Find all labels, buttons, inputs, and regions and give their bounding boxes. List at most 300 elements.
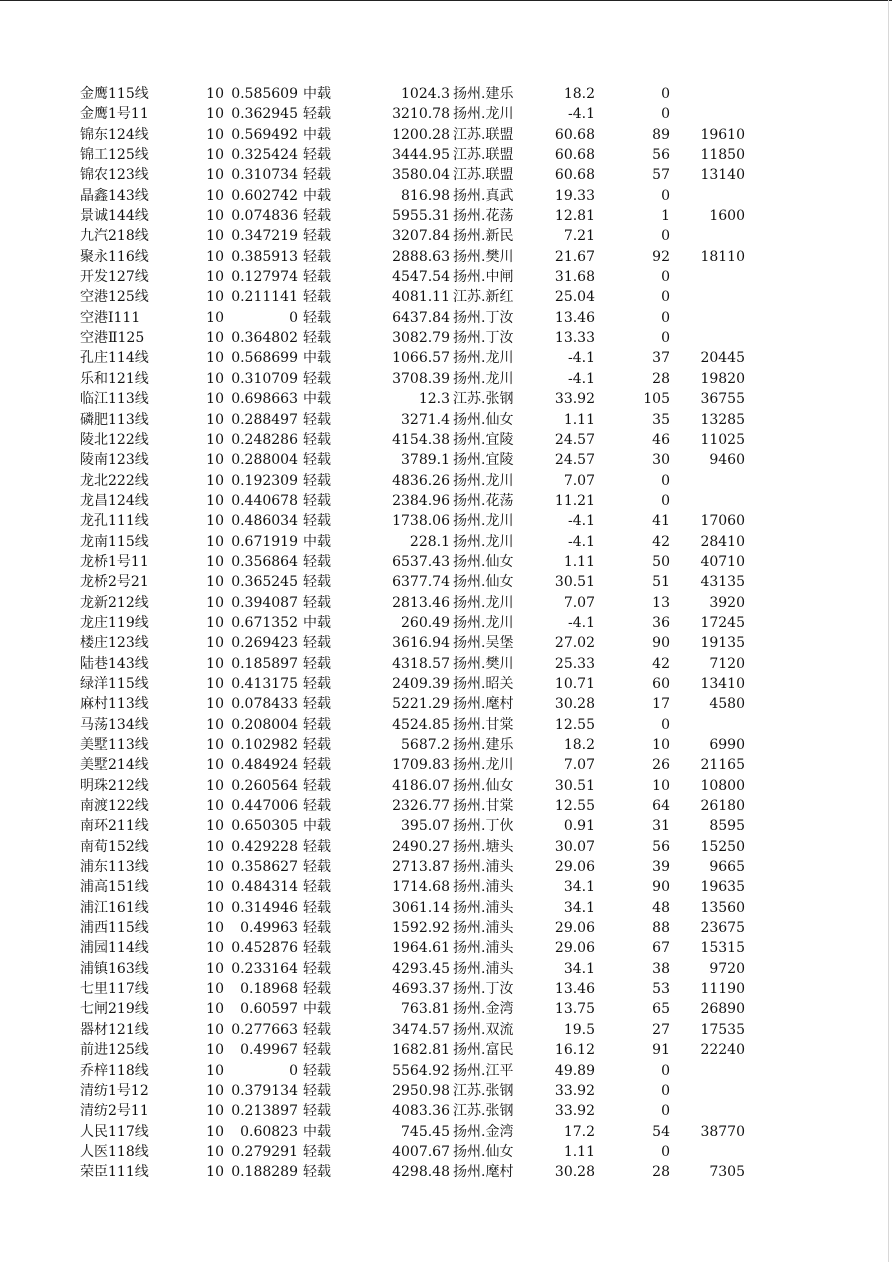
voltage-cell: 10 — [206, 208, 224, 225]
line-name-cell: 清纺1号12 — [80, 1082, 149, 1099]
load-status-cell: 轻载 — [303, 513, 331, 530]
load-status-cell: 轻载 — [303, 737, 331, 753]
load-status-cell: 中载 — [303, 187, 331, 204]
ratio-cell: 0.248286 — [231, 431, 298, 448]
capacity-cell: 4186.07 — [392, 777, 450, 794]
line-name-cell: 美墅214线 — [80, 757, 149, 774]
value-cell: 13.46 — [554, 981, 595, 998]
load-status-cell: 轻载 — [303, 452, 331, 469]
count-cell: 37 — [652, 350, 670, 367]
substation-cell: 扬州.龙川 — [453, 614, 514, 631]
table-row — [0, 450, 892, 470]
value-cell: 30.28 — [554, 1164, 595, 1181]
line-name-cell: 人医118线 — [80, 1143, 149, 1160]
substation-cell: 江苏.联盟 — [453, 126, 514, 143]
value-cell: -4.1 — [568, 370, 595, 387]
line-name-cell: 绿洋115线 — [80, 675, 149, 692]
amount-cell: 9460 — [709, 452, 745, 469]
ratio-cell: 0.277663 — [231, 1021, 298, 1038]
substation-cell: 扬州.龙川 — [453, 757, 514, 774]
voltage-cell: 10 — [206, 1164, 224, 1181]
count-cell: 90 — [652, 879, 670, 896]
count-cell: 0 — [661, 492, 670, 509]
capacity-cell: 4318.57 — [392, 655, 450, 672]
table-row — [0, 491, 892, 511]
line-name-cell: 孔庄114线 — [80, 350, 149, 367]
ratio-cell: 0.486034 — [231, 513, 298, 530]
value-cell: 33.92 — [554, 391, 595, 408]
count-cell: 50 — [652, 553, 670, 570]
line-name-cell: 前进125线 — [80, 1042, 149, 1059]
load-status-cell: 轻载 — [303, 248, 331, 265]
substation-cell: 扬州.仙女 — [453, 411, 514, 428]
value-cell: -4.1 — [568, 513, 595, 530]
capacity-cell: 5221.29 — [392, 696, 450, 713]
voltage-cell: 10 — [206, 126, 224, 143]
ratio-cell: 0.310734 — [231, 167, 298, 184]
substation-cell: 扬州.甘棠 — [453, 716, 514, 733]
ratio-cell: 0.288004 — [231, 452, 298, 469]
value-cell: 29.06 — [554, 920, 595, 937]
capacity-cell: 4083.36 — [392, 1103, 450, 1120]
count-cell: 28 — [652, 370, 670, 387]
substation-cell: 扬州.真武 — [453, 187, 514, 204]
amount-cell: 38770 — [700, 1123, 745, 1140]
table-row — [0, 959, 892, 979]
substation-cell: 扬州.龙川 — [453, 533, 514, 550]
ratio-cell: 0.569492 — [231, 126, 298, 143]
capacity-cell: 5687.2 — [401, 737, 450, 753]
ratio-cell: 0.429228 — [231, 838, 298, 855]
substation-cell: 扬州.中闸 — [453, 269, 514, 286]
value-cell: 49.89 — [554, 1062, 595, 1079]
table-row — [0, 165, 892, 185]
line-name-cell: 浦镇163线 — [80, 960, 149, 977]
voltage-cell: 10 — [206, 1042, 224, 1059]
substation-cell: 扬州.甘棠 — [453, 798, 514, 815]
table-row — [0, 552, 892, 572]
count-cell: 39 — [652, 859, 670, 876]
load-status-cell: 轻载 — [303, 574, 331, 591]
ratio-cell: 0.585609 — [231, 86, 298, 102]
table-row — [0, 226, 892, 246]
count-cell: 56 — [652, 147, 670, 164]
voltage-cell: 10 — [206, 1021, 224, 1038]
voltage-cell: 10 — [206, 1143, 224, 1160]
amount-cell: 4580 — [709, 696, 745, 713]
ratio-cell: 0.484314 — [231, 879, 298, 896]
value-cell: 16.12 — [554, 1042, 595, 1059]
value-cell: 30.07 — [554, 838, 595, 855]
substation-cell: 江苏.联盟 — [453, 147, 514, 164]
capacity-cell: 3271.4 — [401, 411, 450, 428]
amount-cell: 10800 — [700, 777, 745, 794]
substation-cell: 扬州.龙川 — [453, 594, 514, 611]
count-cell: 0 — [661, 716, 670, 733]
table-row — [0, 816, 892, 836]
capacity-cell: 1738.06 — [392, 513, 450, 530]
capacity-cell: 745.45 — [401, 1123, 450, 1140]
capacity-cell: 3580.04 — [392, 167, 450, 184]
substation-cell: 扬州.仙女 — [453, 574, 514, 591]
ratio-cell: 0.49963 — [240, 920, 298, 937]
amount-cell: 15250 — [700, 838, 745, 855]
capacity-cell: 2713.87 — [392, 859, 450, 876]
table-row — [0, 1040, 892, 1060]
voltage-cell: 10 — [206, 899, 224, 916]
substation-cell: 扬州.花荡 — [453, 208, 514, 225]
amount-cell: 19610 — [700, 126, 745, 143]
line-name-cell: 麻村113线 — [80, 696, 149, 713]
substation-cell: 扬州.浦头 — [453, 879, 514, 896]
substation-cell: 扬州.吴堡 — [453, 635, 514, 652]
capacity-cell: 4693.37 — [392, 981, 450, 998]
voltage-cell: 10 — [206, 1001, 224, 1018]
substation-cell: 扬州.龙川 — [453, 472, 514, 489]
count-cell: 0 — [661, 1143, 670, 1160]
capacity-cell: 12.3 — [418, 391, 450, 408]
line-name-cell: 楼庄123线 — [80, 635, 149, 652]
table-row — [0, 1162, 892, 1182]
value-cell: -4.1 — [568, 350, 595, 367]
capacity-cell: 3474.57 — [392, 1021, 450, 1038]
substation-cell: 扬州.建乐 — [453, 737, 514, 753]
line-name-cell: 荣臣111线 — [80, 1164, 149, 1181]
value-cell: -4.1 — [568, 533, 595, 550]
amount-cell: 26890 — [700, 1001, 745, 1018]
ratio-cell: 0.394087 — [231, 594, 298, 611]
value-cell: 0.91 — [563, 818, 595, 835]
capacity-cell: 5564.92 — [392, 1062, 450, 1079]
count-cell: 92 — [652, 248, 670, 265]
substation-cell: 扬州.浦头 — [453, 940, 514, 957]
value-cell: 7.07 — [563, 594, 595, 611]
count-cell: 0 — [661, 187, 670, 204]
line-name-cell: 龙孔111线 — [80, 513, 149, 530]
load-status-cell: 轻载 — [303, 696, 331, 713]
amount-cell: 9720 — [709, 960, 745, 977]
count-cell: 91 — [652, 1042, 670, 1059]
capacity-cell: 2813.46 — [392, 594, 450, 611]
load-status-cell: 轻载 — [303, 1164, 331, 1181]
amount-cell: 6990 — [709, 737, 745, 753]
count-cell: 10 — [652, 777, 670, 794]
load-status-cell: 轻载 — [303, 798, 331, 815]
voltage-cell: 10 — [206, 574, 224, 591]
line-name-cell: 景诚144线 — [80, 208, 149, 225]
ratio-cell: 0.568699 — [231, 350, 298, 367]
ratio-cell: 0.314946 — [231, 899, 298, 916]
table-row — [0, 877, 892, 897]
count-cell: 0 — [661, 106, 670, 123]
table-row — [0, 694, 892, 714]
substation-cell: 扬州.江平 — [453, 1062, 514, 1079]
line-name-cell: 晶鑫143线 — [80, 187, 149, 204]
value-cell: 24.57 — [554, 431, 595, 448]
voltage-cell: 10 — [206, 513, 224, 530]
load-status-cell: 轻载 — [303, 147, 331, 164]
capacity-cell: 4154.38 — [392, 431, 450, 448]
count-cell: 65 — [652, 1001, 670, 1018]
value-cell: 7.07 — [563, 757, 595, 774]
substation-cell: 扬州.龙川 — [453, 106, 514, 123]
table-row — [0, 755, 892, 775]
amount-cell: 17245 — [700, 614, 745, 631]
line-name-cell: 临江113线 — [80, 391, 149, 408]
line-name-cell: 陵南123线 — [80, 452, 149, 469]
ratio-cell: 0.211141 — [231, 289, 298, 306]
substation-cell: 扬州.新民 — [453, 228, 514, 245]
line-name-cell: 清纺2号11 — [80, 1103, 149, 1120]
load-status-cell: 轻载 — [303, 757, 331, 774]
count-cell: 26 — [652, 757, 670, 774]
value-cell: 12.55 — [554, 798, 595, 815]
capacity-cell: 4298.48 — [392, 1164, 450, 1181]
table-row — [0, 593, 892, 613]
table-row — [0, 267, 892, 287]
load-status-cell: 轻载 — [303, 1103, 331, 1120]
voltage-cell: 10 — [206, 594, 224, 611]
voltage-cell: 10 — [206, 248, 224, 265]
capacity-cell: 5955.31 — [392, 208, 450, 225]
substation-cell: 扬州.龙川 — [453, 370, 514, 387]
load-status-cell: 轻载 — [303, 106, 331, 123]
table-row — [0, 145, 892, 165]
amount-cell: 1600 — [709, 208, 745, 225]
value-cell: 11.21 — [554, 492, 595, 509]
amount-cell: 17060 — [700, 513, 745, 530]
load-status-cell: 轻载 — [303, 492, 331, 509]
substation-cell: 扬州.丁汝 — [453, 330, 514, 347]
count-cell: 30 — [652, 452, 670, 469]
load-status-cell: 轻载 — [303, 879, 331, 896]
table-row — [0, 369, 892, 389]
value-cell: 17.2 — [563, 1123, 595, 1140]
line-name-cell: 南环211线 — [80, 818, 149, 835]
table-row — [0, 613, 892, 633]
substation-cell: 扬州.花荡 — [453, 492, 514, 509]
substation-cell: 扬州.塘头 — [453, 838, 514, 855]
value-cell: 13.46 — [554, 309, 595, 326]
line-name-cell: 器材121线 — [80, 1021, 149, 1038]
load-status-cell: 轻载 — [303, 777, 331, 794]
value-cell: -4.1 — [568, 106, 595, 123]
voltage-cell: 10 — [206, 391, 224, 408]
load-status-cell: 轻载 — [303, 1042, 331, 1059]
voltage-cell: 10 — [206, 655, 224, 672]
voltage-cell: 10 — [206, 635, 224, 652]
voltage-cell: 10 — [206, 106, 224, 123]
line-name-cell: 马荡134线 — [80, 716, 149, 733]
ratio-cell: 0.325424 — [231, 147, 298, 164]
table-row — [0, 206, 892, 226]
table-row — [0, 125, 892, 145]
line-name-cell: 龙桥2号21 — [80, 574, 149, 591]
load-status-cell: 轻载 — [303, 838, 331, 855]
amount-cell: 9665 — [709, 859, 745, 876]
voltage-cell: 10 — [206, 879, 224, 896]
table-row — [0, 1020, 892, 1040]
value-cell: 13.75 — [554, 1001, 595, 1018]
table-row — [0, 999, 892, 1019]
substation-cell: 江苏.张钢 — [453, 1103, 514, 1120]
ratio-cell: 0.650305 — [231, 818, 298, 835]
amount-cell: 13140 — [700, 167, 745, 184]
amount-cell: 43135 — [700, 574, 745, 591]
capacity-cell: 3616.94 — [392, 635, 450, 652]
value-cell: 24.57 — [554, 452, 595, 469]
table-row — [0, 410, 892, 430]
load-status-cell: 轻载 — [303, 228, 331, 245]
value-cell: 31.68 — [554, 269, 595, 286]
line-name-cell: 浦西115线 — [80, 920, 149, 937]
capacity-cell: 3207.84 — [392, 228, 450, 245]
amount-cell: 22240 — [700, 1042, 745, 1059]
count-cell: 0 — [661, 1082, 670, 1099]
capacity-cell: 260.49 — [401, 614, 450, 631]
load-status-cell: 轻载 — [303, 1021, 331, 1038]
substation-cell: 扬州.仙女 — [453, 553, 514, 570]
line-name-cell: 浦高151线 — [80, 879, 149, 896]
capacity-cell: 1592.92 — [392, 920, 450, 937]
count-cell: 53 — [652, 981, 670, 998]
line-name-cell: 美墅113线 — [80, 737, 149, 753]
voltage-cell: 10 — [206, 1103, 224, 1120]
amount-cell: 13560 — [700, 899, 745, 916]
capacity-cell: 4293.45 — [392, 960, 450, 977]
amount-cell: 11025 — [700, 431, 745, 448]
count-cell: 67 — [652, 940, 670, 957]
ratio-cell: 0.260564 — [231, 777, 298, 794]
count-cell: 35 — [652, 411, 670, 428]
ratio-cell: 0.49967 — [240, 1042, 298, 1059]
ratio-cell: 0.413175 — [231, 675, 298, 692]
value-cell: 27.02 — [554, 635, 595, 652]
table-row — [0, 84, 892, 104]
voltage-cell: 10 — [206, 533, 224, 550]
line-name-cell: 空港125线 — [80, 289, 149, 306]
capacity-cell: 4524.85 — [392, 716, 450, 733]
value-cell: 34.1 — [563, 899, 595, 916]
value-cell: 19.33 — [554, 187, 595, 204]
table-row — [0, 1142, 892, 1162]
substation-cell: 扬州.双流 — [453, 1021, 514, 1038]
table-row — [0, 247, 892, 267]
line-name-cell: 七闸219线 — [80, 1001, 149, 1018]
table-row — [0, 572, 892, 592]
voltage-cell: 10 — [206, 777, 224, 794]
voltage-cell: 10 — [206, 614, 224, 631]
ratio-cell: 0.484924 — [231, 757, 298, 774]
line-name-cell: 聚永116线 — [80, 248, 149, 265]
table-row — [0, 104, 892, 124]
line-name-cell: 明珠212线 — [80, 777, 149, 794]
table-row — [0, 796, 892, 816]
count-cell: 0 — [661, 86, 670, 102]
count-cell: 0 — [661, 1062, 670, 1079]
capacity-cell: 1709.83 — [392, 757, 450, 774]
line-name-cell: 龙南115线 — [80, 533, 149, 550]
line-name-cell: 浦江161线 — [80, 899, 149, 916]
line-name-cell: 九汽218线 — [80, 228, 149, 245]
amount-cell: 28410 — [700, 533, 745, 550]
voltage-cell: 10 — [206, 1123, 224, 1140]
load-status-cell: 轻载 — [303, 716, 331, 733]
table-row — [0, 1101, 892, 1121]
count-cell: 36 — [652, 614, 670, 631]
value-cell: 30.28 — [554, 696, 595, 713]
load-status-cell: 中载 — [303, 1123, 331, 1140]
substation-cell: 扬州.麾村 — [453, 1164, 514, 1181]
voltage-cell: 10 — [206, 818, 224, 835]
line-name-cell: 金鹰115线 — [80, 86, 149, 102]
voltage-cell: 10 — [206, 1062, 224, 1079]
substation-cell: 扬州.浦头 — [453, 899, 514, 916]
ratio-cell: 0.358627 — [231, 859, 298, 876]
table-row — [0, 654, 892, 674]
count-cell: 0 — [661, 309, 670, 326]
line-name-cell: 锦工125线 — [80, 147, 149, 164]
load-status-cell: 轻载 — [303, 655, 331, 672]
voltage-cell: 10 — [206, 289, 224, 306]
count-cell: 46 — [652, 431, 670, 448]
voltage-cell: 10 — [206, 940, 224, 957]
table-row — [0, 389, 892, 409]
substation-cell: 扬州.金湾 — [453, 1123, 514, 1140]
load-status-cell: 中载 — [303, 350, 331, 367]
line-name-cell: 龙庄119线 — [80, 614, 149, 631]
count-cell: 17 — [652, 696, 670, 713]
line-name-cell: 浦园114线 — [80, 940, 149, 957]
count-cell: 31 — [652, 818, 670, 835]
value-cell: 29.06 — [554, 859, 595, 876]
count-cell: 56 — [652, 838, 670, 855]
load-status-cell: 轻载 — [303, 431, 331, 448]
substation-cell: 扬州.金湾 — [453, 1001, 514, 1018]
ratio-cell: 0.18968 — [240, 981, 298, 998]
ratio-cell: 0.356864 — [231, 553, 298, 570]
amount-cell: 36755 — [700, 391, 745, 408]
line-name-cell: 锦农123线 — [80, 167, 149, 184]
load-status-cell: 轻载 — [303, 1082, 331, 1099]
amount-cell: 3920 — [709, 594, 745, 611]
value-cell: 60.68 — [554, 126, 595, 143]
capacity-cell: 4547.54 — [392, 269, 450, 286]
value-cell: 21.67 — [554, 248, 595, 265]
count-cell: 27 — [652, 1021, 670, 1038]
substation-cell: 扬州.龙川 — [453, 513, 514, 530]
amount-cell: 15315 — [700, 940, 745, 957]
amount-cell: 11190 — [700, 981, 745, 998]
count-cell: 28 — [652, 1164, 670, 1181]
amount-cell: 19135 — [700, 635, 745, 652]
line-name-cell: 龙昌124线 — [80, 492, 149, 509]
load-status-cell: 轻载 — [303, 635, 331, 652]
voltage-cell: 10 — [206, 330, 224, 347]
ratio-cell: 0.698663 — [231, 391, 298, 408]
substation-cell: 江苏.新红 — [453, 289, 514, 306]
capacity-cell: 1200.28 — [392, 126, 450, 143]
count-cell: 60 — [652, 675, 670, 692]
value-cell: 29.06 — [554, 940, 595, 957]
voltage-cell: 10 — [206, 431, 224, 448]
substation-cell: 扬州.宜陵 — [453, 431, 514, 448]
voltage-cell: 10 — [206, 309, 224, 326]
table-row — [0, 918, 892, 938]
ratio-cell: 0.185897 — [231, 655, 298, 672]
voltage-cell: 10 — [206, 370, 224, 387]
count-cell: 0 — [661, 269, 670, 286]
